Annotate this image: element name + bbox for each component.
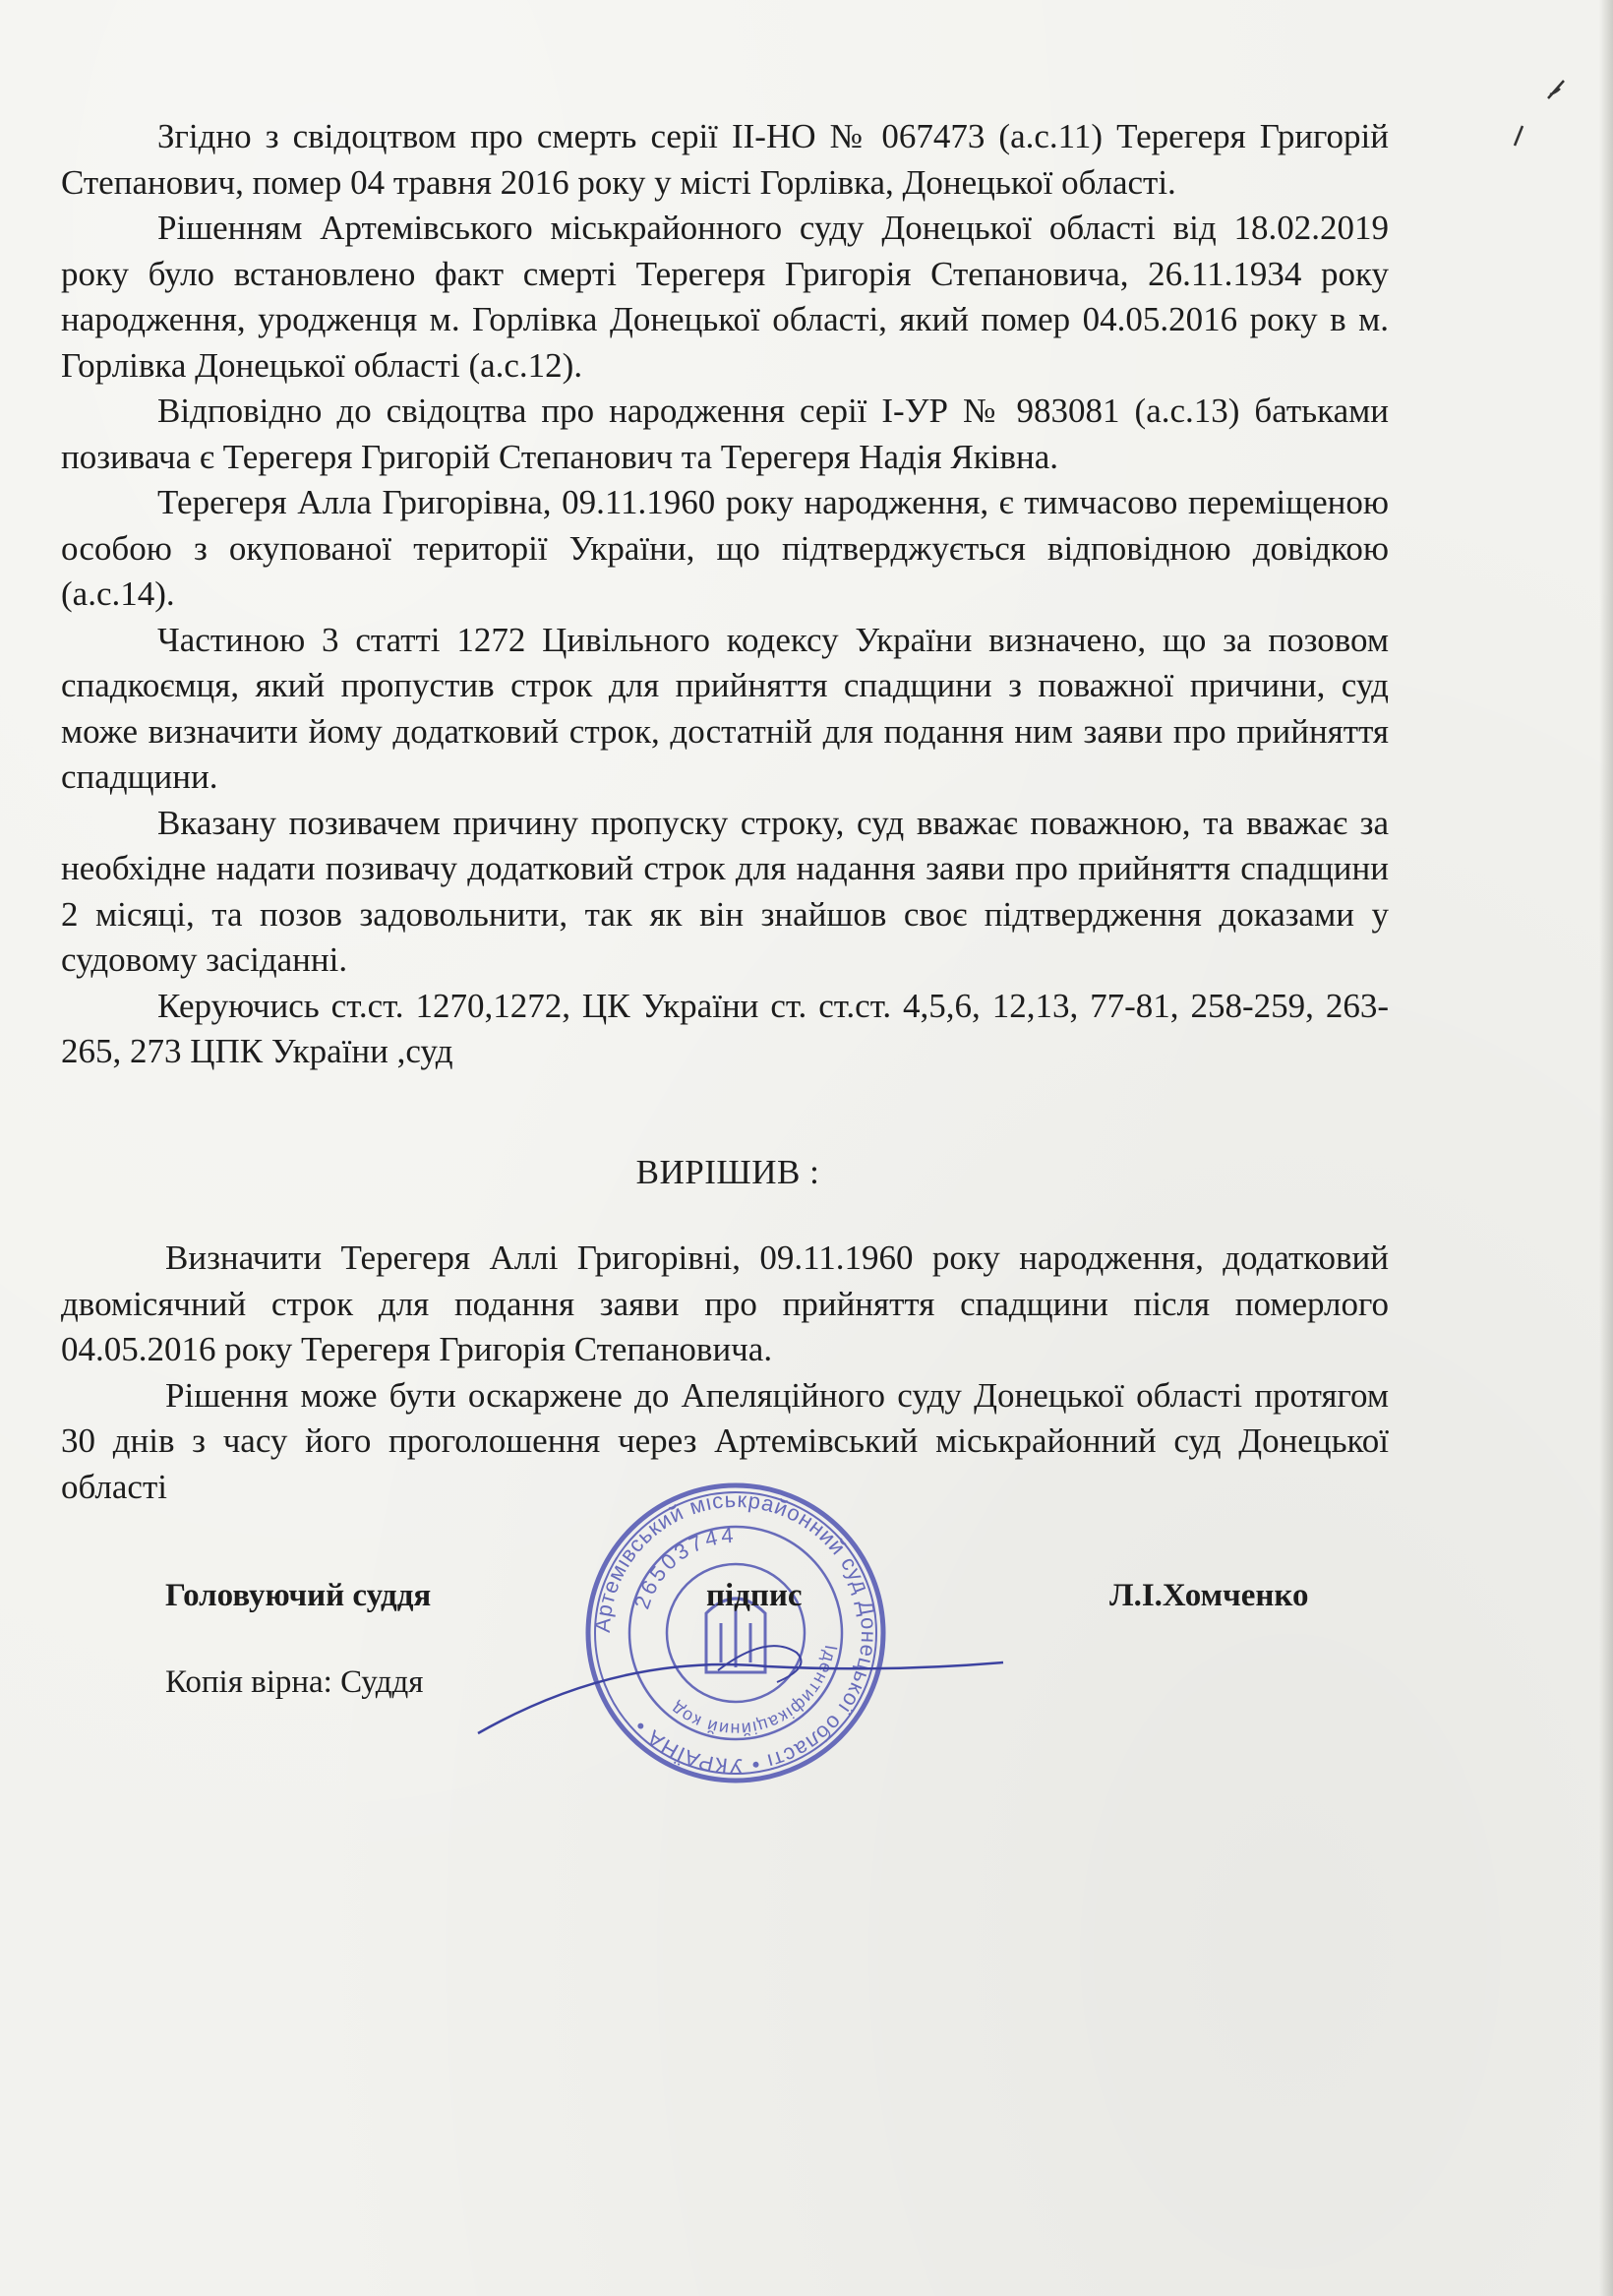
handwritten-signature: [472, 1613, 1023, 1741]
decision-paragraph: Визначити Терегеря Аллі Григорівні, 09.11.1960 року народження, додатковий двомісячний строк для подання заяви про прийняття спадщини після померлого 04.05.2016 року Терегеря Григорія Степановича.: [61, 1239, 1389, 1368]
corner-marks: [1505, 69, 1583, 167]
paragraph: Згідно з свідоцтвом про смерть серії ІІ-НО № 067473 (а.с.11) Терегеря Григорій Степанович, помер 04 травня 2016 року у місті Горлівка, Донецької області.: [61, 117, 1389, 202]
stamp-outer-text: Артемівський міськрайонний суд Донецької області • УКРАЇНА •: [589, 1486, 882, 1780]
decision-body: [61, 1236, 1389, 1510]
paragraph: Вказану позивачем причину пропуску строку, суд вважає поважною, та вважає за необхідне надати позивачу додатковий строк для надання заяви про прийняття спадщини 2 місяці, та позов задовольнити, так як він знайшов своє підтвердження доказами у судовому засіданні.: [61, 803, 1389, 979]
paragraph: Частиною 3 статті 1272 Цивільного кодексу України визначено, що за позовом спадкоємця, який пропустив строк для прийняття спадщини з поважної причини, суд може визначити йому додатковий строк, достатній для подання ним заяви про прийняття спадщини.: [61, 620, 1389, 796]
stamp-inner-text: Ідентифікаційний код: [666, 1643, 842, 1740]
signature-mark: підпис: [706, 1578, 803, 1613]
decision-paragraph: Рішення може бути оскаржене до Апеляційного суду Донецької області протягом 30 днів з часу його проголошення через Артемівський міськрайонний суд Донецької області: [61, 1375, 1389, 1506]
signature-role: Головуючий суддя: [165, 1578, 432, 1613]
paragraph: Рішенням Артемівського міськрайонного суду Донецької області від 18.02.2019 року було встановлено факт смерті Терегеря Григорія Степановича, 26.11.1934 року народження, уродженця м. Горлівка Донецької області, який помер 04.05.2016 року в м. Горлівка Донецької області (а.с.12).: [61, 209, 1389, 385]
document-body: [61, 114, 1389, 1075]
stamp-code: 26503744: [628, 1522, 738, 1612]
paragraph: Керуючись ст.ст. 1270,1272, ЦК України ст. ст.ст. 4,5,6, 12,13, 77-81, 258-259, 263-265, 273 ЦПК України ,суд: [61, 986, 1389, 1070]
copy-certification: Копія вірна: Суддя: [165, 1664, 424, 1700]
signature-name: Л.І.Хомченко: [1109, 1578, 1309, 1613]
page-edge-shadow: [1599, 0, 1613, 2296]
decision-heading: ВИРІШИВ :: [635, 1153, 820, 1191]
paragraph: Терегеря Алла Григорівна, 09.11.1960 року народження, є тимчасово переміщеною особою з окупованої території України, що підтверджується відповідною довідкою (а.с.14).: [61, 483, 1389, 613]
paragraph: Відповідно до свідоцтва про народження серії І-УР № 983081 (а.с.13) батьками позивача є Терегеря Григорій Степанович та Терегеря Надія Яківна.: [61, 392, 1389, 476]
